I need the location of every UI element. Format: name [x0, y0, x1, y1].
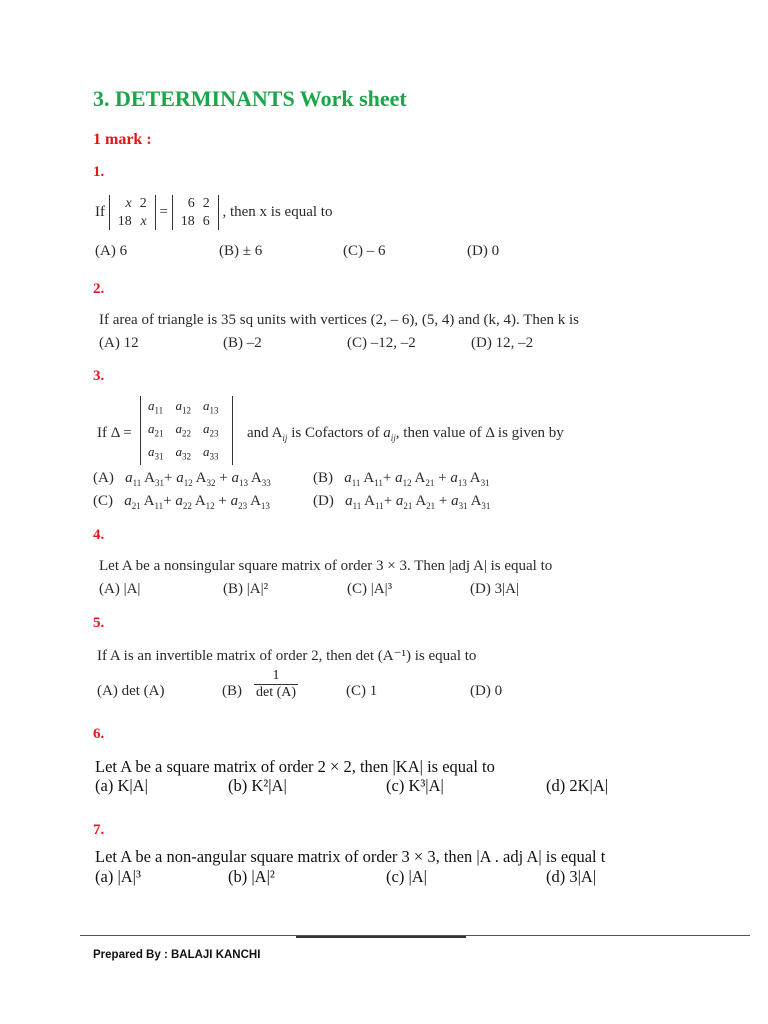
matrix-cell: x [125, 196, 132, 211]
option-d: (D) 12, –2 [471, 335, 534, 351]
matrix-cell: $a_{23}$ [203, 420, 219, 439]
question-tail: and $A_{ij}$ is Cofactors of $a_{ij}$, then value of Δ is given by [247, 425, 564, 443]
option-b: (B) [222, 683, 242, 699]
option-c: (C) $a_{21}$ $A_{11}+ a_{22}$ $A_{12} + a_{23}$ $A_{13}$ [93, 493, 270, 511]
option-d: (D) 0 [470, 683, 503, 699]
section-label: 1 mark : [93, 131, 152, 148]
matrix-cell: $a_{11}$ [148, 398, 164, 416]
matrix-cell: $a_{33}$ [203, 443, 219, 462]
option-b: (B) |A|² [223, 581, 269, 597]
question-4-text: Let A be a nonsingular square matrix of order 3 × 3. Then |adj A| is equal to [99, 558, 553, 574]
question-7-text: Let A be a non-angular square matrix of order 3 × 3, then |A . adj A| is equal t [95, 847, 606, 866]
matrix-cell: $a_{32}$ [175, 443, 191, 462]
option-b: (B) –2 [223, 335, 262, 351]
option-c: (c) K³|A| [386, 776, 444, 795]
option-c: (C) 1 [346, 683, 378, 699]
matrix-cell: $a_{31}$ [148, 443, 164, 462]
option-b: (B) ± 6 [219, 243, 263, 259]
question-6-text: Let A be a square matrix of order 2 × 2, then |KA| is equal to [95, 757, 495, 776]
equals-sign: = [159, 203, 168, 220]
option-d: (D) $a_{11}$ $A_{11}+ a_{21}$ $A_{21} + a_{31}$ $A_{31}$ [313, 493, 491, 511]
determinant-3x3 [140, 396, 233, 465]
option-c: (c) |A| [386, 867, 427, 886]
question-5-text: If A is an invertible matrix of order 2, then det (A⁻¹) is equal to [97, 648, 477, 664]
option-a: (A) 12 [99, 335, 139, 351]
question-tail: , then x is equal to [222, 203, 333, 220]
fraction-numerator: 1 [254, 668, 298, 685]
option-b: (b) K²|A| [228, 776, 287, 795]
matrix-cell: 6 [187, 196, 195, 211]
option-d: (D) 3|A| [470, 581, 519, 597]
matrix-cell: 18 [117, 213, 132, 229]
question-2-text: If area of triangle is 35 sq units with vertices (2, – 6), (5, 4) and (k, 4). Then k is [99, 312, 580, 328]
option-c: (C) |A|³ [347, 581, 393, 597]
question-lead: If Δ = [97, 425, 132, 441]
matrix-cell: 18 [180, 213, 195, 229]
page-title: 3. DETERMINANTS Work sheet [93, 86, 407, 111]
question-number: 3. [93, 368, 105, 384]
matrix-cell: $a_{13}$ [203, 398, 219, 416]
question-number: 7. [93, 822, 105, 838]
matrix-cell: $a_{22}$ [175, 420, 191, 439]
option-a: (a) |A|³ [95, 867, 141, 886]
option-a: (a) K|A| [95, 776, 148, 795]
option-a: (A) 6 [95, 243, 128, 259]
matrix-cell: x [140, 213, 147, 229]
matrix-cell: 2 [139, 196, 147, 211]
determinant-right [172, 195, 219, 230]
matrix-cell: $a_{21}$ [148, 420, 164, 439]
option-d: (d) 2K|A| [546, 776, 609, 795]
question-lead: If [95, 203, 105, 220]
option-d: (d) 3|A| [546, 867, 597, 886]
matrix-cell: $a_{12}$ [175, 398, 191, 416]
option-c: (C) – 6 [343, 243, 386, 259]
footer-divider-accent [296, 936, 466, 938]
option-b: (b) |A|² [228, 867, 275, 886]
fraction-one-over-det [254, 668, 298, 701]
question-1-text [95, 195, 332, 230]
question-number: 4. [93, 527, 105, 543]
option-d: (D) 0 [467, 243, 500, 259]
question-number: 6. [93, 726, 105, 742]
matrix-cell: 6 [202, 213, 210, 229]
option-a: (A) |A| [99, 581, 141, 597]
option-c: (C) –12, –2 [347, 335, 416, 351]
question-number: 1. [93, 164, 105, 180]
option-b: (B) $a_{11}$ $A_{11}+ a_{12}$ $A_{21} + a_{13}$ $A_{31}$ [313, 470, 490, 488]
fraction-denominator: det (A) [256, 685, 297, 700]
footer-credit: Prepared By : BALAJI KANCHI [93, 949, 261, 961]
option-a: (A) $a_{11}$ $A_{31}+ a_{12}$ $A_{32} + a_{13}$ $A_{33}$ [93, 470, 271, 488]
question-number: 5. [93, 615, 105, 631]
matrix-cell: 2 [202, 196, 210, 211]
question-number: 2. [93, 281, 105, 297]
determinant-left [109, 195, 156, 230]
option-a: (A) det (A) [97, 683, 165, 699]
